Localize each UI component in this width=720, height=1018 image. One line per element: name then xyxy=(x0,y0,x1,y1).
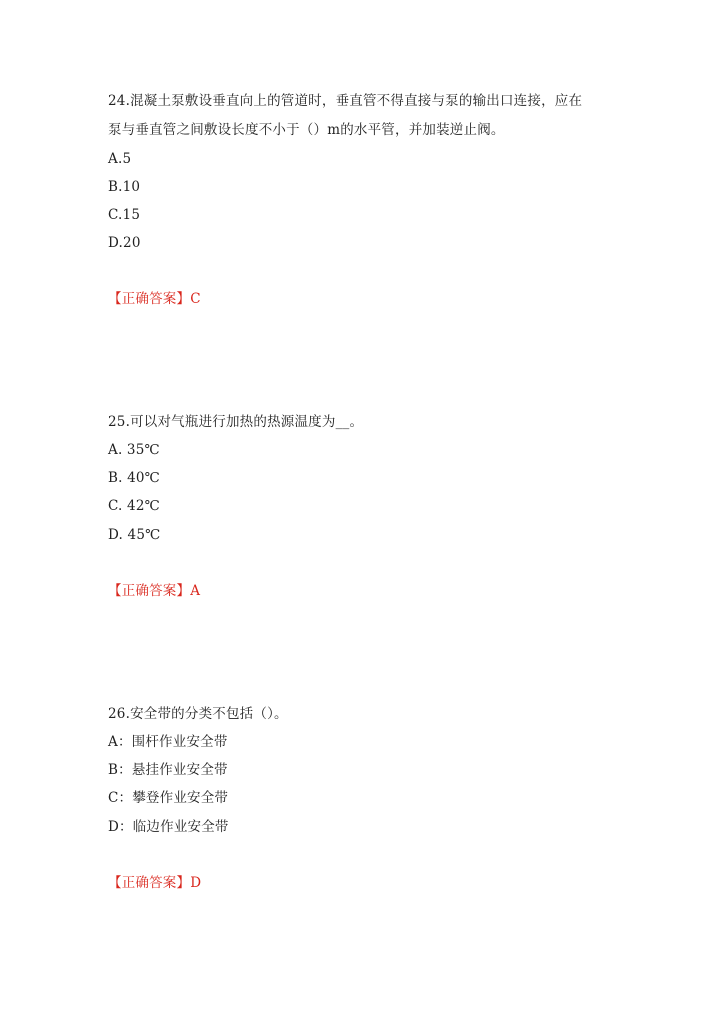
question-24-text-line-1: 24.混凝土泵敷设垂直向上的管道时，垂直管不得直接与泵的输出口连接，应在 xyxy=(108,93,583,109)
question-24-answer xyxy=(108,290,201,308)
question-26-answer xyxy=(108,874,201,892)
question-24-option-a: A.5 xyxy=(108,151,132,167)
question-26-text: 26.安全带的分类不包括（）。 xyxy=(108,706,288,722)
question-24-option-b: B.10 xyxy=(108,179,141,195)
question-25-option-a: A. 35℃ xyxy=(108,442,160,458)
question-26-option-c: C：攀登作业安全带 xyxy=(108,790,229,806)
question-25-text: 25.可以对气瓶进行加热的热源温度为__。 xyxy=(108,414,364,430)
question-26-option-d: D：临边作业安全带 xyxy=(108,819,229,835)
question-26-option-b: B：悬挂作业安全带 xyxy=(108,762,228,778)
question-25-option-c: C. 42℃ xyxy=(108,498,160,514)
answer-value: C xyxy=(190,291,201,307)
question-24-option-c: C.15 xyxy=(108,207,141,223)
question-24-text-line-2: 泵与垂直管之间敷设长度不小于（）m的水平管，并加装逆止阀。 xyxy=(108,122,505,138)
question-25-option-b: B. 40℃ xyxy=(108,470,160,486)
answer-label: 【正确答案】 xyxy=(108,583,191,599)
question-25-option-d: D. 45℃ xyxy=(108,527,161,543)
answer-value: A xyxy=(190,583,201,599)
answer-label: 【正确答案】 xyxy=(108,875,191,891)
answer-label: 【正确答案】 xyxy=(108,291,191,307)
question-24-option-d: D.20 xyxy=(108,235,141,251)
answer-value: D xyxy=(190,875,202,891)
question-25-answer xyxy=(108,582,200,600)
question-26-option-a: A：围杆作业安全带 xyxy=(108,734,228,750)
